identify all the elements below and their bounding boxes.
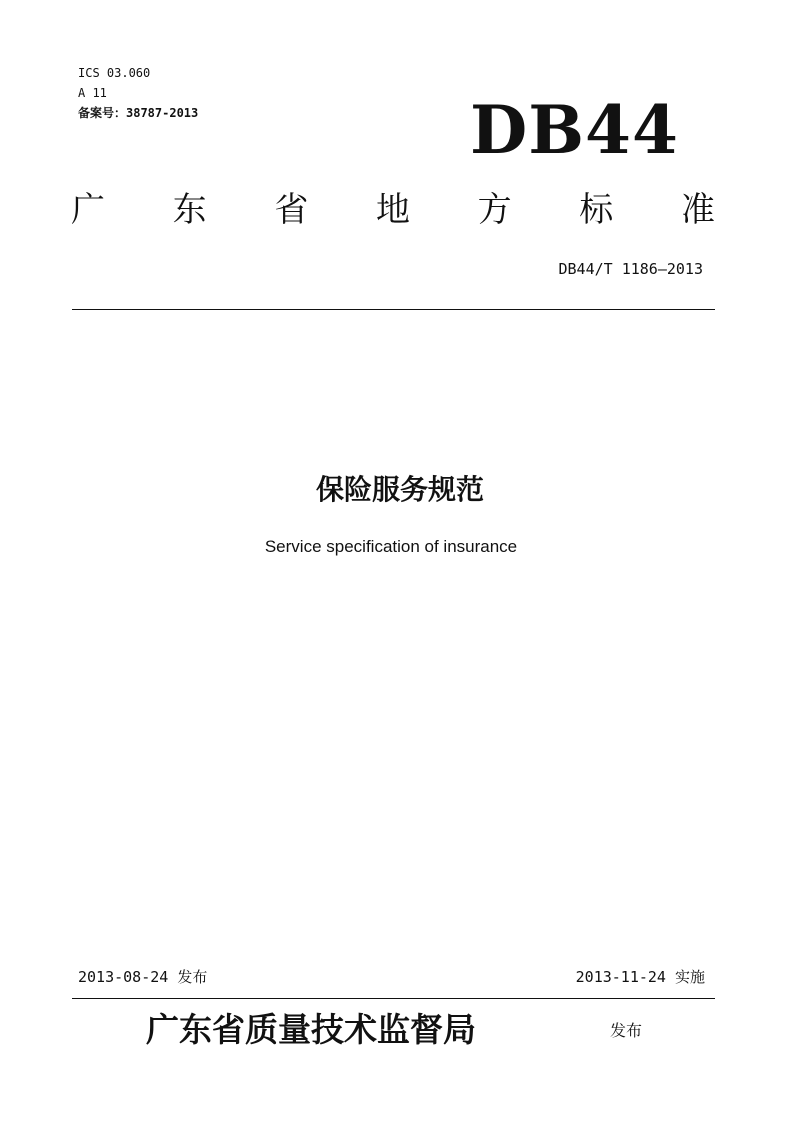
issued-label: 发布 <box>610 1021 643 1040</box>
standard-type-char: 地 <box>375 189 410 230</box>
title-chinese: 保险服务规范 <box>315 473 484 506</box>
standard-type-char: 标 <box>579 189 614 230</box>
standard-type-char: 东 <box>172 189 207 230</box>
filing-number: 备案号：38787-2013 <box>78 106 199 120</box>
implement-date: 2013-11-24 实施 <box>575 968 705 986</box>
category-code: A 11 <box>78 86 107 100</box>
standard-type-heading <box>68 182 718 230</box>
standard-number: DB44/T 1186—2013 <box>558 260 703 278</box>
standard-type-char: 方 <box>477 189 512 230</box>
standard-type-char: 准 <box>680 189 715 230</box>
top-divider <box>72 309 715 310</box>
ics-code: ICS 03.060 <box>78 66 151 80</box>
issuing-authority: 广东省质量技术监督局 <box>146 1010 476 1049</box>
publish-date: 2013-08-24 发布 <box>78 968 208 986</box>
db44-logo: DB44 <box>470 91 679 169</box>
title-english: Service specification of insurance <box>264 537 518 556</box>
standard-type-char: 省 <box>274 189 309 230</box>
bottom-divider <box>72 998 715 999</box>
standard-type-char: 广 <box>71 189 105 230</box>
